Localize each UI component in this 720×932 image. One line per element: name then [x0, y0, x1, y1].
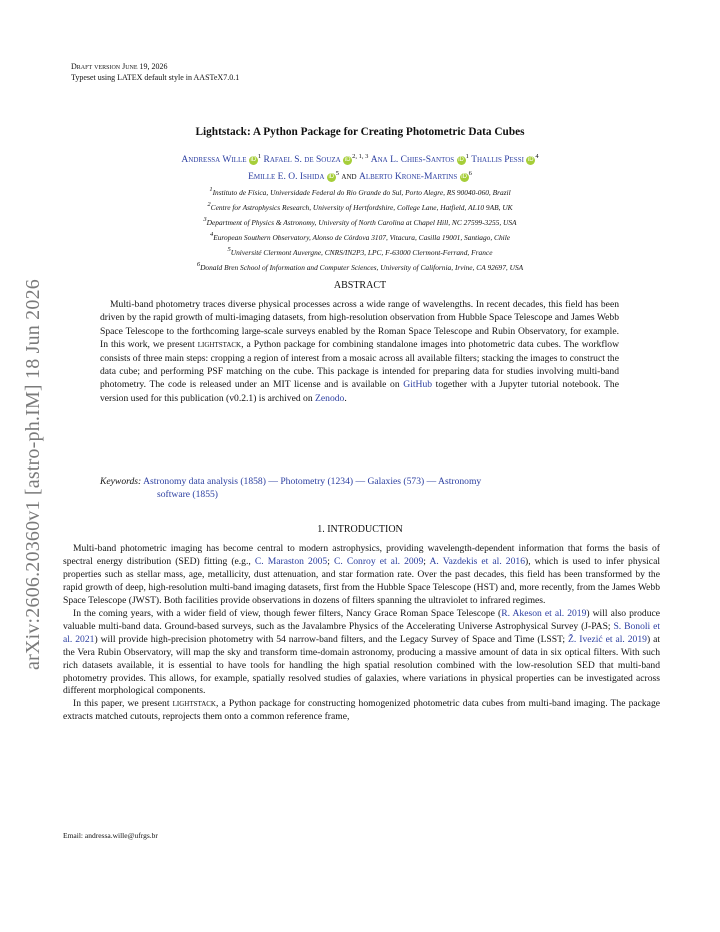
- introduction-heading: 1. INTRODUCTION: [317, 524, 403, 535]
- paragraph-text: In the coming years, with a wider field of view, though fewer filters, Nancy Grace Roman Space Telescope (: [73, 607, 502, 619]
- affiliation: [80, 214, 640, 229]
- author-line-1: [80, 150, 640, 167]
- affiliation-text: Donald Bren School of Information and Computer Sciences, University of California, Irvine, CA 92697, USA: [200, 263, 524, 272]
- author-affil-marker: 1: [257, 153, 262, 160]
- affiliation-text: Department of Physics & Astronomy, University of North Carolina at Chapel Hill, NC 27599-3255, USA: [206, 218, 517, 227]
- orcid-icon[interactable]: iD: [328, 174, 335, 180]
- orcid-icon[interactable]: iD: [461, 174, 467, 180]
- citation-link[interactable]: S. Bonoli et al. 2021: [63, 620, 660, 645]
- author-affil-marker: 1: [465, 153, 469, 160]
- affiliation-number: 1: [209, 186, 213, 193]
- paragraph: [63, 608, 660, 699]
- arxiv-identifier-stamp: arXiv:2606.20360v1 [astro-ph.IM] 18 Jun 2026: [22, 279, 44, 670]
- abstract-body: [100, 298, 619, 405]
- orcid-icon[interactable]: iD: [527, 157, 534, 163]
- github-link[interactable]: GitHub: [403, 379, 433, 391]
- keywords-block: [100, 475, 619, 502]
- header-notes: [71, 61, 239, 83]
- orcid-icon[interactable]: iD: [344, 157, 351, 163]
- citation-link[interactable]: Ž. Ivezić et al. 2019: [568, 633, 647, 645]
- author-affil-marker: 4: [535, 153, 539, 160]
- affiliation-number: 5: [227, 246, 231, 253]
- author-affil-marker: 6: [468, 170, 472, 177]
- paragraph-text: ) will provide high-precision photometry with 54 narrow-band filters, and the Legacy Survey of Space and Time (LSST;: [94, 633, 569, 645]
- citation-link[interactable]: C. Maraston 2005: [254, 555, 328, 567]
- affiliation-number: 2: [207, 201, 211, 208]
- author-name[interactable]: Ana L. Chies-Santos: [370, 155, 455, 165]
- citation-link[interactable]: R. Akeson et al. 2019: [501, 607, 587, 619]
- author-name[interactable]: Rafael S. de Souza: [263, 155, 341, 165]
- abstract-heading: ABSTRACT: [333, 280, 387, 291]
- affiliation: [80, 229, 640, 244]
- author-name[interactable]: Andressa Wille: [181, 155, 247, 165]
- orcid-icon[interactable]: iD: [458, 157, 464, 163]
- affiliation-text: European Southern Observatory, Alonso de Córdova 3107, Vitacura, Casilla 19001, Santiago, Chile: [213, 233, 511, 242]
- paragraph-text: , a Python package for constructing homogenized photometric data cubes from multi-band imaging. The package extracts matched cutouts, reprojects them onto a common reference frame,: [63, 698, 660, 723]
- author-line-2: [80, 167, 640, 184]
- zenodo-link[interactable]: Zenodo: [315, 392, 345, 404]
- paragraph: [63, 698, 660, 724]
- author-affil-marker: 2, 1, 3: [352, 153, 369, 160]
- introduction-body: [63, 543, 660, 724]
- paragraph-text: ) will also produce valuable multi-band data. Ground-based surveys, such as the Javalambre Physics of the Accelerating Universe Astrophysical Survey (J-PAS;: [63, 607, 661, 632]
- typeset-line: Typeset using LATEX default style in AASTeX7.0.1: [71, 73, 240, 82]
- abstract-text: Multi-band photometry traces diverse physical processes across a wide range of wavelengths. In recent decades, this field has been driven by the rapid growth of multi-imaging datasets, from high-resolution observation from Hubble Space Telescope and James Webb Space Telescope to the forthcoming large-scale surveys enabled by the Roman Space Telescope and Rubin Observatory, for example. In this work, we present: [100, 299, 619, 351]
- citation-link[interactable]: C. Conroy et al. 2009: [333, 555, 424, 567]
- affiliation-number: 3: [203, 216, 207, 223]
- package-name: lightstack: [172, 698, 216, 710]
- affiliation-text: Instituto de Física, Universidade Federal do Rio Grande do Sul, Porto Alegre, RS 90040-060, Brazil: [212, 188, 511, 197]
- author-affil-marker: 5: [335, 170, 340, 177]
- author-list: [80, 150, 640, 184]
- abstract-text: .: [344, 392, 347, 404]
- author-name[interactable]: Thallis Pessi: [471, 155, 524, 165]
- paragraph-text: ;: [423, 555, 430, 567]
- affiliation-number: 4: [209, 231, 214, 238]
- author-name[interactable]: Alberto Krone-Martins: [358, 172, 458, 182]
- affiliation-text: Centre for Astrophysics Research, University of Hertfordshire, College Lane, Hatfield, AL10 9AB, UK: [210, 203, 513, 212]
- citation-link[interactable]: A. Vazdekis et al. 2016: [429, 555, 525, 567]
- paper-title: Lightstack: A Python Package for Creating Photometric Data Cubes: [195, 126, 525, 138]
- keyword-links[interactable]: software (1855): [157, 489, 219, 501]
- paragraph-text: ) at the Vera Rubin Observatory, will map the sky and transform time-domain astronomy, producing a massive amount of data in six optical filters. With such rich datasets available, it is essential to have tools for handling the high spatial resolution combined with the low-resolution SED that multi-band photometry provides. This allows, for example, spatially resolved studies of galaxies, where variations in physical properties can be investigated across different morphological components.: [63, 633, 660, 697]
- affiliation: [80, 199, 640, 214]
- affiliation-list: [80, 184, 640, 274]
- paragraph-text: ;: [327, 555, 334, 567]
- abstract-text: together with a Jupyter tutorial notebook. The version used for this publication (v0.2.1) is archived on: [100, 379, 619, 404]
- paragraph-text: ), which is used to infer physical properties such as stellar mass, age, metallicity, dust attenuation, and star formation rate. Over the past decades, this field has been transformed by the rapid growth of deep, high-resolution multi-band imaging datasets, first from the Hubble Space Telescope (HST) and, more recently, from the James Webb Space Telescope (JWST). Both facilities provide observations in dozens of filters spanning the ultraviolet to infrared regimes.: [63, 555, 660, 606]
- author-conjunction: and: [341, 172, 357, 182]
- affiliation: [80, 259, 640, 274]
- abstract-text: , a Python package for combining standalone images into photometric data cubes. The workflow consists of three main steps: cropping a region of interest from a mosaic across all available filters; stacking the images to construct the data cube; and performing PSF matching on the cube. This package is intended for preparing data for studies involving multi-band photometry. The code is released under an MIT license and is available on: [100, 339, 620, 391]
- affiliation: [80, 244, 640, 259]
- affiliation-number: 6: [196, 261, 201, 268]
- affiliation-text: Université Clermont Auvergne, CNRS/IN2P3, LPC, F-63000 Clermont-Ferrand, France: [230, 248, 493, 257]
- author-email-footnote: Email: andressa.wille@ufrgs.br: [63, 831, 158, 840]
- draft-version-line: Draft version June 19, 2026: [71, 62, 168, 71]
- paragraph: [63, 543, 660, 608]
- keywords-label: Keywords:: [100, 476, 142, 487]
- author-name[interactable]: Emille E. O. Ishida: [248, 172, 325, 182]
- package-name: lightstack: [197, 339, 242, 351]
- paragraph-text: Multi-band photometric imaging has become central to modern astrophysics, providing wavelength-dependent information that forms the basis of spectral energy distribution (SED) fitting (e.g.,: [63, 543, 660, 567]
- orcid-icon[interactable]: iD: [250, 157, 257, 163]
- keyword-links[interactable]: Astronomy data analysis (1858) — Photometry (1234) — Galaxies (573) — Astronomy: [143, 476, 482, 487]
- paragraph-text: In this paper, we present: [73, 698, 173, 710]
- affiliation: [80, 184, 640, 199]
